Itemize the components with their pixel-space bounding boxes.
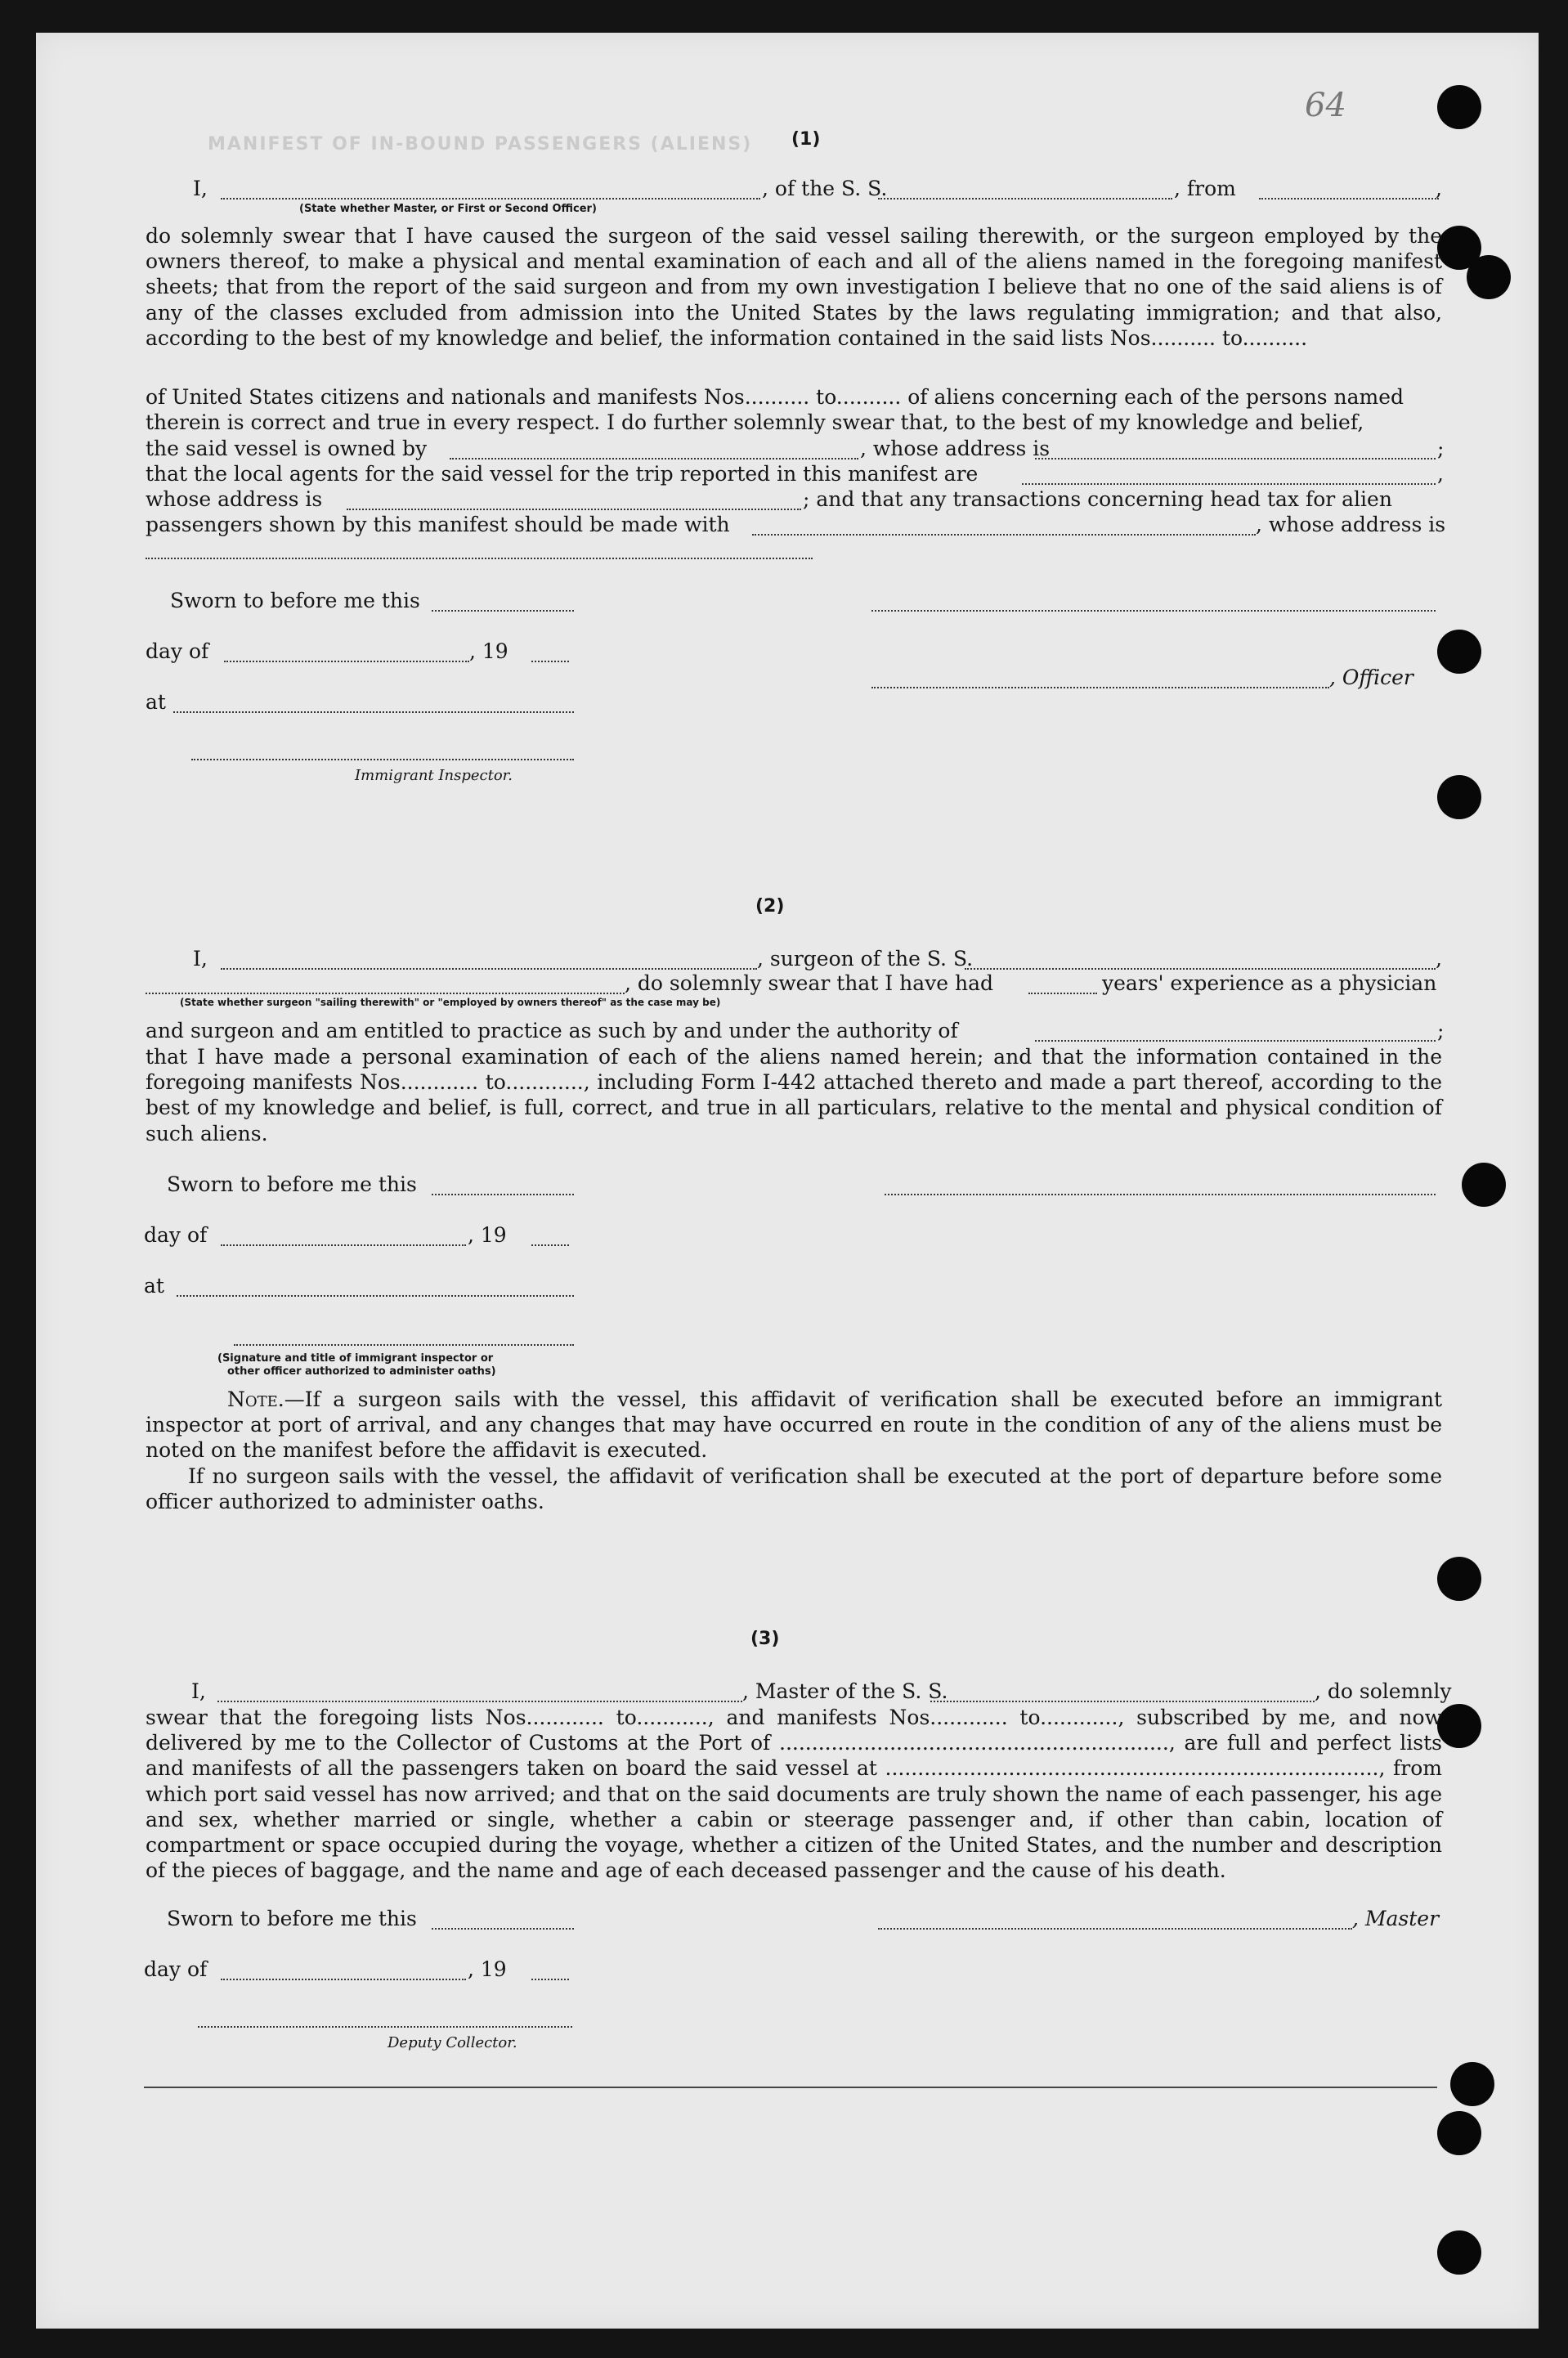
s3-name-field[interactable]	[217, 1701, 742, 1702]
s1-paragraph: do solemnly swear that I have caused the surgeon of the said vessel sailing therewith, or the surgeon employed by the owners thereof, to make a physical and mental examination of each and all of the aliens named in the foregoing manifest sheets; that from the report of the said surgeon and from my own investigation I believe that no one of the said aliens is of any of the classes excluded from admission into the United States by the laws regulating immigration; and that also, according to the best of my knowledge and belief, the information contained in the said lists Nos.......... to..........	[146, 224, 1442, 350]
s1-agents-address-field[interactable]	[347, 509, 801, 510]
s1-owned-by: the said vessel is owned by	[146, 437, 428, 460]
s1-officer-title-field[interactable]	[221, 198, 760, 199]
s1-owner-address-label: , whose address is	[860, 437, 1051, 460]
note2-text: If no surgeon sails with the vessel, the affidavit of verification shall be executed at the port of departure before some officer authorized to administer oaths.	[146, 1464, 1442, 1514]
s1-day-of: day of	[146, 639, 209, 663]
punch-hole	[1437, 1557, 1481, 1601]
s1-day-field[interactable]	[224, 661, 469, 662]
punch-hole	[1462, 1163, 1506, 1207]
s2-at: at	[144, 1274, 164, 1298]
s2-signature-field[interactable]	[885, 1194, 1436, 1195]
s3-sworn-field[interactable]	[432, 1928, 574, 1930]
s1-inspector-field[interactable]	[191, 759, 574, 760]
punch-hole	[1437, 1704, 1481, 1748]
s2-sworn: Sworn to before me this	[167, 1172, 417, 1196]
s2-authority-field[interactable]	[1035, 1040, 1436, 1042]
s2-do-solemnly: , do solemnly swear that I have had	[625, 971, 994, 995]
s2-nineteen: , 19	[468, 1223, 507, 1247]
s1-officer: , Officer	[1329, 666, 1413, 689]
s3-deputy: Deputy Collector.	[388, 2034, 517, 2051]
s2-at-field[interactable]	[177, 1295, 574, 1297]
s2-surgeon-caption: (State whether surgeon "sailing therewith" or "employed by owners thereof" as the case may be)	[180, 997, 721, 1008]
s2-years-field[interactable]	[1028, 993, 1097, 994]
s3-year-field[interactable]	[531, 1979, 569, 1980]
s1-from: , from	[1174, 177, 1236, 200]
s2-day-field[interactable]	[221, 1244, 466, 1246]
s1-transactions: ; and that any transactions concerning head tax for alien	[803, 487, 1392, 511]
page-number: 64	[1305, 87, 1346, 124]
document-page	[36, 33, 1539, 2329]
bottom-rule	[144, 2087, 1437, 2088]
s1-of-ss: , of the S. S.	[762, 177, 888, 200]
s2-paragraph: that I have made a personal examination of each of the aliens named herein; and that the information contained in the foregoing manifests Nos............ to............, including Form I-442 attached thereto and made a part thereof, according to the best of my knowledge and belief, is full, correct, and true in all particulars, relative to the mental and physical condition of such aliens.	[146, 1045, 1442, 1145]
punch-hole	[1450, 2062, 1494, 2106]
s2-surgeon-type-field[interactable]	[146, 993, 625, 994]
section-3-heading: (3)	[750, 1629, 780, 1649]
s2-semicolon: ;	[1437, 1019, 1445, 1042]
s2-note2	[146, 1464, 1442, 1514]
s1-head-tax-address-field[interactable]	[146, 558, 813, 559]
s2-end-comma: ,	[1436, 947, 1442, 971]
s1-semicolon: ;	[1437, 437, 1445, 460]
s1-whose-address-end: , whose address is	[1256, 513, 1446, 536]
s1-sworn: Sworn to before me this	[170, 589, 420, 612]
s2-surgeon-of: , surgeon of the S. S.	[757, 947, 974, 971]
s3-nineteen: , 19	[468, 1957, 507, 1981]
section-2-heading: (2)	[755, 896, 785, 917]
section-1-heading: (1)	[791, 129, 821, 150]
s3-vessel-field[interactable]	[930, 1701, 1315, 1702]
s1-sworn-field[interactable]	[432, 610, 574, 612]
s1-nineteen: , 19	[469, 639, 508, 663]
s1-owner-field[interactable]	[450, 458, 858, 459]
s1-passengers-shown: passengers shown by this manifest should be made with	[146, 513, 730, 536]
s1-i: I,	[193, 177, 208, 200]
s1-at-field[interactable]	[173, 711, 574, 713]
punch-hole	[1467, 255, 1511, 299]
punch-hole	[1437, 630, 1481, 674]
s3-i: I,	[191, 1679, 206, 1703]
s3-master-field[interactable]	[878, 1928, 1352, 1930]
s1-from-field[interactable]	[1259, 198, 1439, 199]
s1-at: at	[146, 690, 166, 714]
s2-sig-caption-1: (Signature and title of immigrant inspector or	[217, 1352, 494, 1365]
s3-deputy-field[interactable]	[198, 2026, 572, 2028]
s1-owner-address-field[interactable]	[1035, 458, 1436, 459]
s2-i: I,	[193, 947, 208, 971]
show-through-header: MANIFEST OF IN-BOUND PASSENGERS (ALIENS)	[208, 134, 753, 155]
s3-day-of: day of	[144, 1957, 208, 1981]
s1-inspector: Immigrant Inspector.	[355, 767, 513, 784]
s3-sworn: Sworn to before me this	[167, 1907, 417, 1930]
s3-paragraph: swear that the foregoing lists Nos............ to..........., and manifests Nos............ to............, subscribed by me, and now delivered by me to the Collector of Customs at the Port of ............................................................, are full and perfect lists and manifests of all the passengers taken on board the said vessel at ............................................................................, from which port said vessel has now arrived; and that on the said documents are truly shown the name of each passenger, his age and sex, whether married or single, whether a cabin or steerage passenger and, if other than cabin, location of compartment or space occupied during the voyage, whether a citizen of the United States, and the number and description of the pieces of baggage, and the name and age of each deceased passenger and the cause of his death.	[146, 1706, 1442, 1883]
s2-note	[146, 1387, 1442, 1464]
s1-therein-line: therein is correct and true in every respect. I do further solemnly swear that, to the best of my knowledge and belief,	[146, 410, 1364, 434]
s2-sig-caption-2: other officer authorized to administer oaths)	[227, 1365, 496, 1378]
s3-master: , Master	[1352, 1907, 1440, 1930]
note-text: —If a surgeon sails with the vessel, this affidavit of verification shall be executed before an immigrant inspector at port of arrival, and any changes that may have occurred en route in the condition of any of the aliens must be noted on the manifest before the affidavit is executed.	[146, 1387, 1442, 1463]
s1-agents-field[interactable]	[1022, 483, 1436, 485]
note-label: Note.	[227, 1387, 284, 1411]
s1-local-agents: that the local agents for the said vessel for the trip reported in this manifest are	[146, 462, 979, 486]
s2-years: years' experience as a physician	[1102, 971, 1437, 995]
s2-day-of: day of	[144, 1223, 208, 1247]
s1-vessel-field[interactable]	[878, 198, 1172, 199]
s2-sworn-field[interactable]	[432, 1194, 574, 1195]
s1-year-field[interactable]	[531, 661, 569, 662]
s3-do-solemnly: , do solemnly	[1315, 1679, 1452, 1703]
s3-master-of: , Master of the S. S.	[742, 1679, 948, 1703]
s1-citizens-line: of United States citizens and nationals and manifests Nos.......... to.......... of aliens concerning each of the persons named	[146, 385, 1404, 409]
s2-entitled: and surgeon and am entitled to practice as such by and under the authority of	[146, 1019, 958, 1042]
s1-signature-field[interactable]	[871, 610, 1436, 612]
s2-year-field[interactable]	[531, 1244, 569, 1246]
s2-vessel-field[interactable]	[965, 968, 1436, 970]
s1-head-tax-field[interactable]	[752, 534, 1256, 536]
s1-officer-field[interactable]	[871, 687, 1329, 688]
s1-title-caption: (State whether Master, or First or Second Officer)	[299, 203, 597, 215]
s1-agents-address-label: whose address is	[146, 487, 323, 511]
s1-end-comma: ,	[1436, 177, 1442, 200]
punch-hole	[1437, 775, 1481, 819]
punch-hole	[1437, 85, 1481, 129]
punch-hole	[1437, 2230, 1481, 2275]
s2-inspector-field[interactable]	[234, 1344, 574, 1346]
s1-agents-comma: ,	[1437, 462, 1444, 486]
s3-day-field[interactable]	[221, 1979, 466, 1980]
s2-name-field[interactable]	[221, 968, 757, 970]
punch-hole	[1437, 2111, 1481, 2155]
